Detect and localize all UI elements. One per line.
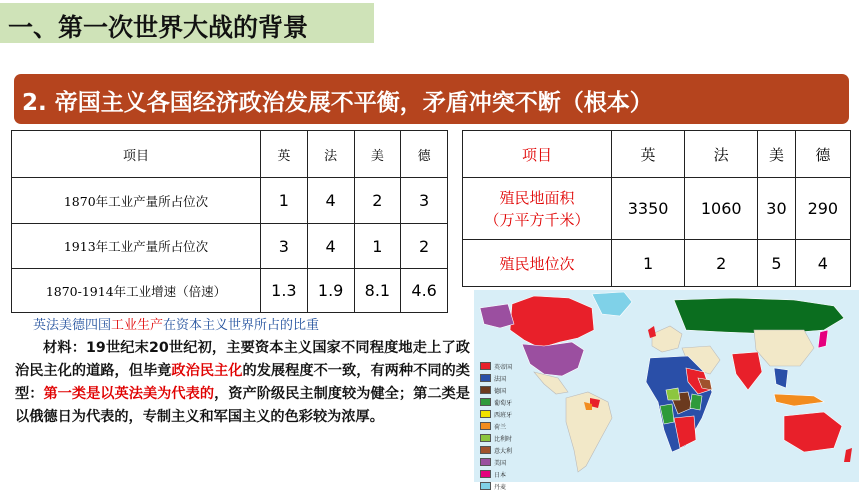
world-map-graphic [474, 290, 859, 482]
legend-item [480, 360, 512, 372]
material-text: 的发展程度不一致，有两种不同的类型： [15, 363, 470, 402]
legend-label: 西班牙 [494, 411, 513, 419]
legend-item [480, 408, 512, 420]
header-cell: 项目 [12, 131, 261, 178]
legend-label: 英帝国 [494, 363, 513, 371]
header-cell: 美 [354, 131, 401, 178]
legend-swatch [480, 470, 491, 478]
table-cell: 1.9 [307, 269, 354, 313]
row-label: 1913年工业产量所占位次 [12, 224, 261, 269]
table-cell: 1 [261, 178, 308, 224]
table-header-row [463, 131, 851, 178]
row-label [463, 178, 612, 240]
legend-item [480, 396, 512, 408]
legend-label: 日本 [494, 471, 507, 479]
table-caption [33, 314, 319, 333]
table-cell: 4 [795, 240, 850, 287]
table-cell: 4.6 [401, 269, 448, 313]
header-cell: 项目 [463, 131, 612, 178]
table-cell: 1060 [685, 178, 758, 240]
legend-swatch [480, 458, 491, 466]
legend-item [480, 480, 512, 492]
table-cell: 290 [795, 178, 850, 240]
table-cell: 2 [685, 240, 758, 287]
legend-label: 比利时 [494, 435, 513, 443]
legend-item [480, 432, 512, 444]
subtitle: 2. 帝国主义各国经济政治发展不平衡，矛盾冲突不断（根本） [22, 90, 653, 116]
table-cell: 3350 [612, 178, 685, 240]
legend-swatch [480, 374, 491, 382]
legend-swatch [480, 398, 491, 406]
row-label: 1870年工业产量所占位次 [12, 178, 261, 224]
header-cell: 法 [685, 131, 758, 178]
caption-text: 英法美德四国 [33, 318, 112, 333]
colony-table [462, 130, 851, 287]
subtitle-banner [14, 74, 849, 124]
section-title-bar [0, 3, 374, 43]
table-row [12, 269, 448, 313]
row-label-line2: （万平方千米） [484, 210, 590, 229]
legend-item [480, 384, 512, 396]
header-cell: 英 [612, 131, 685, 178]
legend-label: 法国 [494, 375, 507, 383]
row-label: 1870-1914年工业增速（倍速） [12, 269, 261, 313]
row-label-line1: 殖民地面积 [499, 188, 575, 207]
caption-text: 在资本主义世界所占的比重 [163, 318, 320, 333]
table-cell: 30 [758, 178, 795, 240]
material-highlight: 政治民主化 [171, 363, 243, 379]
legend-swatch [480, 422, 491, 430]
header-cell: 英 [261, 131, 308, 178]
table-cell: 1 [354, 224, 401, 269]
map-legend [480, 360, 512, 492]
legend-label: 德国 [494, 387, 507, 395]
table-cell: 3 [401, 178, 448, 224]
table-row [12, 224, 448, 269]
table-cell: 1.3 [261, 269, 308, 313]
table-cell: 4 [307, 178, 354, 224]
material-text: ，资产阶级民主制度较为健全；第二类是以俄德日为代表的，专制主义和军国主义的色彩较为浓厚。 [15, 386, 470, 425]
material-highlight: 第一类是以英法美为代表的 [43, 386, 215, 402]
table-cell: 5 [758, 240, 795, 287]
legend-label: 意大利 [494, 447, 513, 455]
row-label: 殖民地位次 [463, 240, 612, 287]
legend-label: 美国 [494, 459, 507, 467]
table-cell: 4 [307, 224, 354, 269]
legend-label: 荷兰 [494, 423, 507, 431]
colonial-world-map [474, 290, 859, 491]
material-text: 材料：19世纪末20世纪初，主要资本主义国家不同程度地走上了政治民主化的道路，但毕竟 [15, 340, 470, 379]
legend-swatch [480, 446, 491, 454]
legend-label: 丹麦 [494, 483, 507, 491]
legend-item [480, 444, 512, 456]
table-cell: 8.1 [354, 269, 401, 313]
table-cell: 1 [612, 240, 685, 287]
legend-swatch [480, 482, 491, 490]
header-cell: 德 [795, 131, 850, 178]
table-cell: 3 [261, 224, 308, 269]
table-header-row [12, 131, 448, 178]
industry-table [11, 130, 448, 313]
table-row [463, 240, 851, 287]
header-cell: 美 [758, 131, 795, 178]
legend-swatch [480, 410, 491, 418]
legend-swatch [480, 362, 491, 370]
caption-highlight: 工业生产 [111, 318, 164, 333]
table-cell: 2 [401, 224, 448, 269]
header-cell: 德 [401, 131, 448, 178]
legend-label: 葡萄牙 [494, 399, 513, 407]
legend-swatch [480, 386, 491, 394]
table-row [12, 178, 448, 224]
legend-item [480, 456, 512, 468]
table-cell: 2 [354, 178, 401, 224]
header-cell: 法 [307, 131, 354, 178]
legend-swatch [480, 434, 491, 442]
section-title: 一、第一次世界大战的背景 [8, 13, 309, 42]
table-row [463, 178, 851, 240]
material-paragraph [15, 337, 470, 429]
legend-item [480, 372, 512, 384]
legend-item [480, 420, 512, 432]
legend-item [480, 468, 512, 480]
